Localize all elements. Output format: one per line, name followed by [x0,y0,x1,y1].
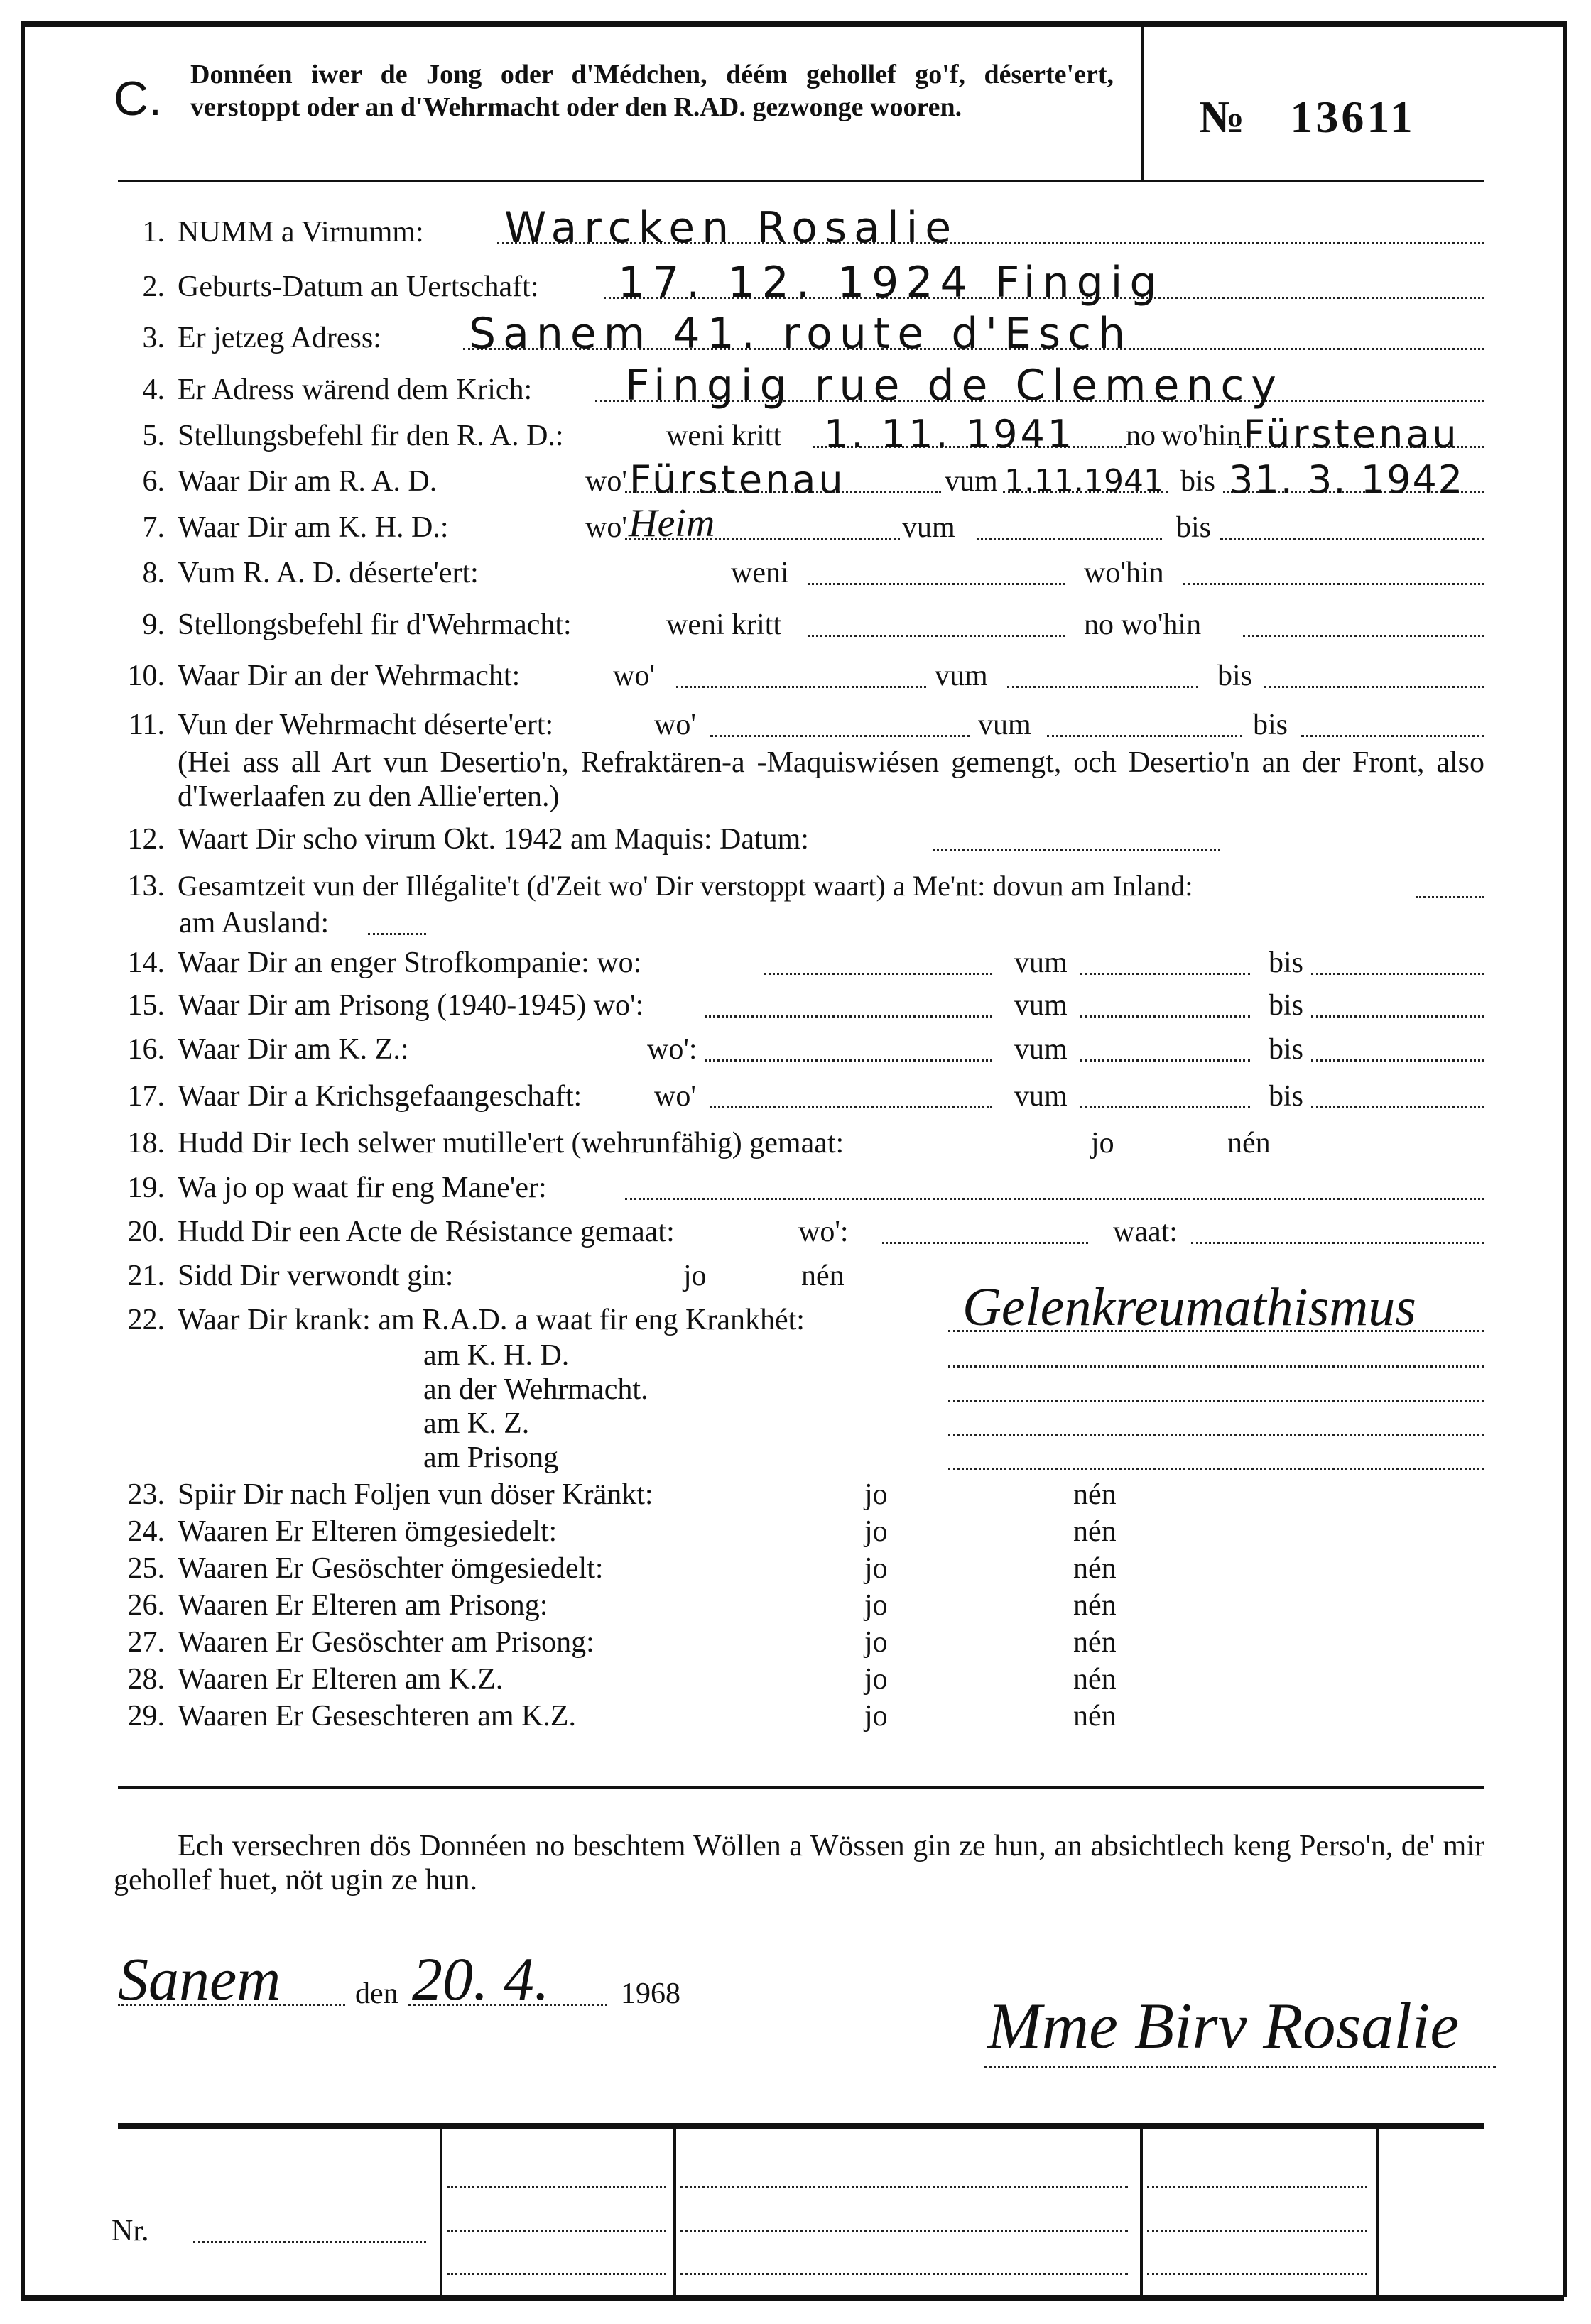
row-wehrmacht-desertion [0,707,1591,743]
where-field[interactable] [1243,635,1484,637]
signature: Mme Birv Rosalie [987,1990,1460,2062]
row-label: am Ausland: [179,907,330,939]
no-option[interactable]: nén [1073,1589,1117,1622]
row-penal-company [0,944,1591,981]
footer-field[interactable] [680,2230,1128,2232]
section-letter: C. [114,72,162,126]
vum-field[interactable] [1047,735,1242,737]
bis-label: bis [1269,1080,1304,1113]
yes-option[interactable]: jo [864,1478,888,1511]
wo-label: wo' [654,1080,696,1113]
row-illness-wehrmacht [0,1371,1591,1408]
row-label: Hudd Dir Iech selwer mutille'ert (wehrunfähig) gemaat: [178,1127,845,1160]
yes-option[interactable]: jo [864,1515,888,1548]
no-label: no [1126,420,1156,452]
nr-label: Nr. [112,2215,149,2247]
row-kz [0,1031,1591,1068]
row-label: Waar Dir am R. A. D. [178,465,438,498]
bis-label: bis [1269,946,1304,979]
row-label: Waaren Er Gesöschter ömgesiedelt: [178,1552,604,1585]
vum-label: vum [978,709,1031,741]
waat-label: waat: [1113,1216,1178,1248]
row-label: Waar Dir am K. Z.: [178,1033,409,1066]
wo-label: wo': [647,1033,697,1066]
address-value: Sanem 41. route d'Esch [469,309,1133,359]
row-number: 12. [127,823,165,856]
row-after-effects [0,1476,1591,1513]
row-parents-prison [0,1587,1591,1624]
row-number: 25. [127,1552,165,1585]
footer-field[interactable] [1147,2230,1367,2232]
bis-label: bis [1176,511,1212,544]
no-option[interactable]: nén [1073,1478,1117,1511]
bis-field[interactable] [1301,735,1484,737]
yes-option[interactable]: jo [864,1552,888,1585]
no-option[interactable]: nén [1073,1515,1117,1548]
row-label: Stellungsbefehl fir den R. A. D.: [178,420,564,452]
row-label: Er Adress wärend dem Krich: [178,373,533,406]
row-label: Waaren Er Elteren am Prisong: [178,1589,548,1622]
row-birth [0,258,1591,307]
row-label: an der Wehrmacht. [423,1373,648,1406]
row-illness-kz [0,1405,1591,1442]
row-number: 26. [127,1589,165,1622]
row-number: 19. [127,1172,165,1204]
row-label: Er jetzeg Adress: [178,322,381,354]
row-label: Waaren Er Gesöschter am Prisong: [178,1626,594,1659]
when-label: weni [731,557,789,589]
wo-field[interactable] [710,735,970,737]
row-rad-desertion [0,555,1591,591]
wo-label: wo' [585,465,627,498]
vum-label: vum [1014,1080,1068,1113]
wo-label: wo' [654,709,696,741]
form-title: Donnéen iwer de Jong oder d'Médchen, déém gehollef go'f, déserte'ert, verstoppt oder an d'Wehrmacht oder den R.AD. gezwonge wooren. [190,60,1114,122]
vum-label: vum [1014,989,1068,1022]
row-label: Stellongsbefehl fir d'Wehrmacht: [178,609,572,641]
vum-field[interactable] [977,538,1162,540]
wo-label: wo' [585,511,627,544]
bis-label: bis [1269,1033,1304,1066]
when-field[interactable] [808,583,1065,585]
yes-option[interactable]: jo [864,1626,888,1659]
number-sign: № [1199,92,1248,142]
row-number: 3. [142,322,165,354]
yes-option[interactable]: jo [864,1700,888,1733]
row-war-address [0,361,1591,410]
footer-rule [118,2123,1484,2129]
row-illness [0,1277,1591,1338]
footer-field[interactable] [447,2230,666,2232]
row-number: 7. [142,511,165,544]
row-number: 5. [142,420,165,452]
footer-field[interactable] [680,2186,1128,2188]
where-label: wo'hin [1161,420,1242,452]
when-value: 1. 11. 1941 [824,412,1075,457]
row-label: NUMM a Virnumm: [178,216,424,249]
row-label: Waar Dir an der Wehrmacht: [178,660,521,692]
number-value: 13611 [1290,92,1416,142]
no-option[interactable]: nén [1073,1700,1117,1733]
top-border [21,21,1564,27]
row-siblings-resettled [0,1550,1591,1587]
bottom-border [21,2295,1564,2301]
wo-field[interactable] [882,1242,1088,1244]
vum-label: vum [935,660,988,692]
vum-label: vum [945,465,998,498]
wo-label: wo': [798,1216,849,1248]
row-maquis [0,821,1591,858]
footer-field[interactable] [1147,2273,1367,2275]
row-label: Vum R. A. D. déserte'ert: [178,557,479,589]
row-wehrmacht-service [0,658,1591,694]
den-label: den [355,1977,398,2010]
row-number: 6. [142,465,165,498]
bis-label: bis [1253,709,1288,741]
wo-field[interactable] [705,1015,992,1018]
row-label: Waaren Er Elteren ömgesiedelt: [178,1515,558,1548]
row-label: Waaren Er Geseschteren am K.Z. [178,1700,577,1733]
where-label: wo'hin [1084,557,1164,589]
illness-prison-field[interactable] [948,1468,1484,1470]
row-label: Wa jo op waat fir eng Mane'er: [178,1172,547,1204]
birth-value: 17. 12. 1924 Fingig [618,258,1164,307]
no-option[interactable]: nén [1073,1663,1117,1696]
row-number: 17. [127,1080,165,1113]
row-label: Waar Dir am Prisong (1940-1945) wo': [178,989,644,1022]
wo-value: Fürstenau [629,457,846,502]
vum-field[interactable] [1080,1106,1250,1108]
row-number: 24. [127,1515,165,1548]
nr-field[interactable] [193,2241,426,2243]
row-label: Waar Dir krank: am R.A.D. a waat fir eng Krankhét: [178,1304,805,1336]
row-label: Geburts-Datum an Uertschaft: [178,271,539,303]
wo-field[interactable] [764,973,992,975]
where-field[interactable] [1183,583,1484,585]
section-divider [118,1786,1484,1789]
signature-field[interactable] [984,2066,1496,2068]
yes-option[interactable]: jo [864,1663,888,1696]
row-label: Gesamtzeit vun der Illégalite't (d'Zeit wo' Dir verstoppt waart) a Me'nt: dovun am Inland: [178,870,1193,902]
row-self-mutilation [0,1125,1591,1162]
date-value: 20. 4. [412,1945,550,2013]
row-siblings-prison [0,1624,1591,1661]
row-number: 1. [142,216,165,249]
bis-label: bis [1180,465,1216,498]
when-label: weni kritt [666,420,782,452]
no-option[interactable]: nén [1073,1552,1117,1585]
row-number: 15. [127,989,165,1022]
declaration-text: Ech versechren dös Donnéen no beschtem Wöllen a Wössen gin ze hun, an absichtlech keng Perso'n, de' mir gehollef huet, nöt ugin ze hun. [114,1830,1484,1897]
row-siblings-kz [0,1698,1591,1735]
bis-field[interactable] [1311,1015,1484,1018]
row-manner [0,1169,1591,1206]
where-label: no wo'hin [1084,609,1202,641]
illness-kz-field[interactable] [948,1434,1484,1436]
wo-field[interactable] [676,686,926,688]
row-label: Waaren Er Elteren am K.Z. [178,1663,504,1696]
footer-field[interactable] [680,2273,1128,2275]
row-label: Waar Dir am K. H. D.: [178,511,449,544]
header-divider [1141,27,1144,182]
yes-option[interactable]: jo [683,1260,707,1292]
no-option[interactable]: nén [1227,1127,1271,1160]
place-value: Sanem [118,1945,281,2013]
row-number: 10. [127,660,165,692]
name-value: Warcken Rosalie [504,203,959,253]
row-parents-kz [0,1661,1591,1698]
row-number: 18. [127,1127,165,1160]
row-number: 16. [127,1033,165,1066]
row-label: Waart Dir scho virum Okt. 1942 am Maquis: Datum: [178,823,809,856]
row-wehrmacht-order [0,606,1591,643]
illness-wehrmacht-field[interactable] [948,1400,1484,1402]
row-label: Hudd Dir een Acte de Résistance gemaat: [178,1216,675,1248]
header-rule [118,180,1484,182]
form-number [1199,91,1416,143]
row-rad-service [0,457,1591,502]
row-resistance [0,1213,1591,1250]
bis-field[interactable] [1311,1059,1484,1062]
manner-field[interactable] [625,1198,1484,1200]
desertion-note: (Hei ass all Art vun Desertio'n, Refraktären-a -Maquiswiésen gemengt, och Desertio'n an der Front, also d'Iwerlaafen zu den Allie'erten.) [178,746,1484,813]
row-label: Waar Dir an enger Strofkompanie: wo: [178,946,642,979]
row-prison [0,987,1591,1024]
bis-field[interactable] [1311,1106,1484,1108]
row-label: Sidd Dir verwondt gin: [178,1260,454,1292]
wo-field[interactable] [710,1106,992,1108]
vum-value: 1.11.1941 [1004,463,1163,499]
war-address-value: Fingig rue de Clemency [625,361,1283,410]
row-number: 27. [127,1626,165,1659]
row-address [0,309,1591,359]
where-value: Fürstenau [1243,412,1460,457]
row-label: Waar Dir a Krichsgefaangeschaft: [178,1080,582,1113]
row-label: am K. H. D. [423,1339,570,1372]
abroad-field[interactable] [368,933,426,935]
row-label: Spiir Dir nach Foljen vun döser Kränkt: [178,1478,653,1511]
when-label: weni kritt [666,609,782,641]
row-number: 23. [127,1478,165,1511]
inland-field[interactable] [1416,896,1484,898]
row-number: 11. [129,709,165,741]
bis-label: bis [1269,989,1304,1022]
row-number: 28. [127,1663,165,1696]
row-label: am K. Z. [423,1407,530,1440]
illness-khd-field[interactable] [948,1365,1484,1368]
row-illness-khd [0,1337,1591,1374]
row-number: 22. [127,1304,165,1336]
row-label: am Prisong [423,1441,559,1474]
bis-label: bis [1217,660,1253,692]
yes-option[interactable]: jo [1091,1127,1114,1160]
when-field[interactable] [808,635,1065,637]
row-number: 13. [127,870,165,902]
bis-field[interactable] [1220,538,1484,540]
year-label: 1968 [621,1977,680,2010]
row-rad-order [0,412,1591,457]
row-number: 21. [127,1260,165,1292]
no-option[interactable]: nén [1073,1626,1117,1659]
row-number: 29. [127,1700,165,1733]
bis-field[interactable] [1264,686,1484,688]
vum-label: vum [902,511,955,544]
yes-option[interactable]: jo [864,1589,888,1622]
vum-field[interactable] [1007,686,1198,688]
row-number: 20. [127,1216,165,1248]
bis-value: 31. 3. 1942 [1229,457,1465,502]
row-number: 2. [142,271,165,303]
wo-label: wo' [613,660,655,692]
vum-field[interactable] [1080,1059,1250,1062]
footer-field[interactable] [447,2273,666,2275]
row-illegality-abroad [0,905,1591,942]
row-pow [0,1078,1591,1115]
illness-value: Gelenkreumathismus [962,1277,1416,1337]
footer-field[interactable] [1147,2186,1367,2188]
row-number: 14. [127,946,165,979]
row-name [0,203,1591,253]
vum-field[interactable] [1080,1015,1250,1018]
bis-field[interactable] [1311,973,1484,975]
row-illegality [0,868,1591,905]
wo-field[interactable] [705,1059,992,1062]
row-khd-service [0,501,1591,546]
row-number: 4. [142,373,165,406]
footer-field[interactable] [447,2186,666,2188]
wo-value: Heim [629,501,715,545]
row-parents-resettled [0,1513,1591,1550]
row-label: Vun der Wehrmacht déserte'ert: [178,709,554,741]
row-number: 8. [142,557,165,589]
row-illness-prison [0,1439,1591,1476]
vum-label: vum [1014,946,1068,979]
no-option[interactable]: nén [801,1260,845,1292]
vum-label: vum [1014,1033,1068,1066]
row-number: 9. [142,609,165,641]
vum-field[interactable] [1080,973,1250,975]
maquis-date-field[interactable] [933,849,1220,851]
waat-field[interactable] [1191,1242,1484,1244]
